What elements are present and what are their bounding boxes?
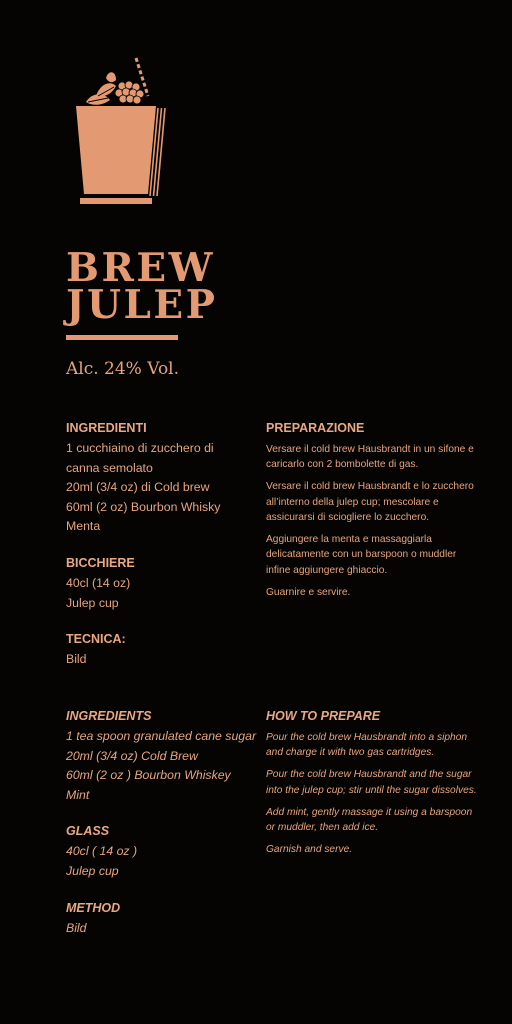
- title-line-2: JULEP: [66, 282, 218, 328]
- alcohol-content: Alc. 24% Vol.: [66, 359, 180, 379]
- method-value: Bild: [66, 920, 87, 935]
- preparation-step: Versare il cold brew Hausbrandt e lo zucchero all’interno della julep cup; mescolare e assicurarsi di sciogliere lo zucchero.: [266, 481, 474, 524]
- method-heading-en: METHOD: [66, 900, 121, 915]
- ingredient-item: 20ml (3/4 oz) Cold Brew: [66, 748, 198, 763]
- preparation-step: Aggiungere la menta e massaggiarla delicatamente con un barspoon o muddler infine aggiungere ghiaccio.: [266, 534, 457, 576]
- preparation-heading-en: HOW TO PREPARE: [266, 709, 381, 723]
- ingredient-item: Menta: [66, 519, 101, 534]
- title-underline: [66, 335, 178, 340]
- mint-leaves-icon: [86, 72, 116, 105]
- title-line-1: BREW: [66, 245, 215, 291]
- preparation-step: Pour the cold brew Hausbrandt into a siphon and charge it with two gas cartridges.: [266, 732, 468, 759]
- ingredients-heading-it: INGREDIENTI: [66, 421, 147, 435]
- ingredient-item: 60ml (2 oz) Bourbon Whisky: [66, 499, 221, 514]
- ingredient-item: canna semolato: [66, 460, 153, 475]
- julep-cup-icon: [66, 56, 176, 208]
- berries-icon: [115, 81, 144, 104]
- glass-heading-en: GLASS: [66, 824, 110, 839]
- ingredient-item: 20ml (3/4 oz) di Cold brew: [66, 480, 210, 495]
- cup-body: [76, 106, 156, 194]
- preparation-step: Garnish and serve.: [266, 843, 353, 855]
- glass-item: Julep cup: [66, 595, 119, 610]
- cup-base: [80, 198, 152, 204]
- english-preparation: [266, 708, 481, 864]
- preparation-step: Add mint, gently massage it using a barspoon or muddler, then add ice.: [266, 806, 473, 834]
- preparation-step: Guarnire e servire.: [266, 586, 351, 598]
- italian-details: [66, 420, 261, 670]
- preparation-step: Versare il cold brew Hausbrandt in un sifone e caricarlo con 2 bombolette di gas.: [266, 444, 474, 471]
- ingredient-item: 60ml (2 oz ) Bourbon Whiskey: [66, 768, 231, 783]
- technique-value: Bild: [66, 652, 87, 667]
- technique-heading-it: TECNICA:: [66, 632, 126, 647]
- ingredient-item: 1 tea spoon granulated cane sugar: [66, 729, 257, 743]
- ingredient-item: Mint: [66, 787, 90, 802]
- english-details: [66, 708, 261, 938]
- ingredients-heading-en: INGREDIENTS: [66, 709, 152, 723]
- preparation-step: Pour the cold brew Hausbrandt and the sugar into the julep cup; stir until the sugar dissolves.: [266, 769, 477, 796]
- glass-item: 40cl ( 14 oz ): [66, 844, 138, 859]
- ingredient-item: 1 cucchiaino di zucchero di: [66, 441, 214, 455]
- italian-preparation: [266, 420, 481, 607]
- preparation-heading-it: PREPARAZIONE: [266, 421, 365, 435]
- glass-item: 40cl (14 oz): [66, 575, 131, 590]
- glass-item: Julep cup: [66, 863, 119, 878]
- glass-heading-it: BICCHIERE: [66, 555, 135, 570]
